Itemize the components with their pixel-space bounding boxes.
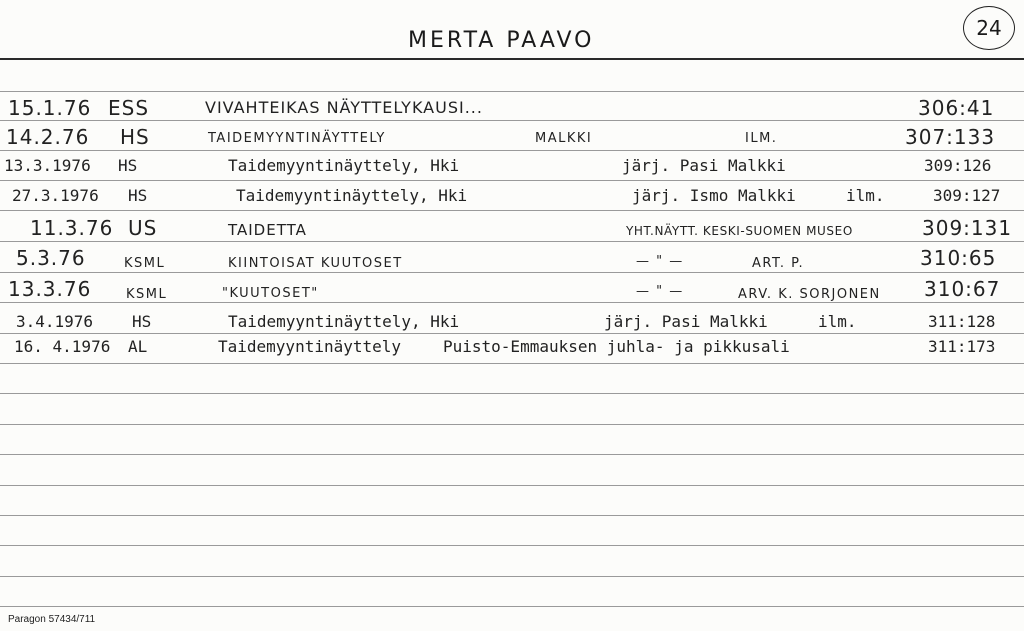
ruled-line [0,150,1024,151]
ruled-line [0,424,1024,425]
entry-title: KIINTOISAT KUUTOSET [228,256,403,271]
entry-organizer: MALKKI [535,131,593,146]
ruled-line [0,333,1024,334]
entry-source: KSML [126,287,168,302]
entry-title: Taidemyyntinäyttely [218,337,402,356]
entry-date: 14.2.76 [6,125,90,149]
entry-title: Taidemyyntinäyttely, Hki [236,186,468,205]
ruled-line [0,454,1024,455]
entry-organizer: järj. Ismo Malkki [632,186,796,205]
entry-date: 15.1.76 [8,96,92,120]
entry-title: "KUUTOSET" [222,286,319,301]
entry-source: ESS [108,96,150,120]
entry-date: 3.4.1976 [16,312,94,331]
entry-note: ILM. [745,131,778,146]
entry-ref: 311:128 [928,312,996,331]
entry-note: ilm. [846,186,885,205]
entry-date: 16. 4.1976 [14,337,111,356]
ruled-line [0,210,1024,211]
entry-date: 13.3.1976 [4,156,91,175]
ruled-line [0,272,1024,273]
entry-organizer: järj. Pasi Malkki [622,156,786,175]
entry-source: KSML [124,256,166,271]
entry-note: ARV. K. SORJONEN [738,287,881,302]
entry-date: 5.3.76 [16,246,86,270]
header-rule [0,58,1024,60]
entry-ref: 309:126 [924,156,992,175]
entry-ref: 310:65 [920,246,997,270]
entry-ref: 306:41 [918,96,995,120]
entry-source: HS [132,312,152,331]
entry-source: HS [118,156,138,175]
ruled-line [0,91,1024,92]
entry-title: Taidemyyntinäyttely, Hki [228,156,460,175]
entry-note: ART. P. [752,256,805,271]
entry-title: Taidemyyntinäyttely, Hki [228,312,460,331]
card-number: 24 [976,16,1002,40]
card-title: MERTA PAAVO [408,28,595,53]
entry-organizer: YHT.NÄYTT. KESKI-SUOMEN MUSEO [626,224,853,238]
ruled-line [0,393,1024,394]
card-number-circle [963,6,1015,50]
entry-ref: 309:131 [922,216,1013,240]
entry-source: US [128,216,158,240]
entry-organizer: järj. Pasi Malkki [604,312,768,331]
ruled-line [0,363,1024,364]
ruled-line [0,241,1024,242]
entry-ref: 311:173 [928,337,996,356]
entry-date: 11.3.76 [30,216,114,240]
entry-source: AL [128,337,148,356]
entry-date: 27.3.1976 [12,186,99,205]
ruled-line [0,485,1024,486]
card-footer: Paragon 57434/711 [8,614,96,625]
ruled-line [0,576,1024,577]
entry-organizer: Puisto-Emmauksen juhla- ja pikkusali [443,337,790,356]
entry-note: ilm. [818,312,857,331]
entry-organizer: — " — [636,284,684,299]
entry-organizer: — " — [636,254,684,269]
ruled-line [0,606,1024,607]
ruled-line [0,515,1024,516]
entry-title: TAIDEMYYNTINÄYTTELY [208,131,386,146]
entry-title: VIVAHTEIKAS NÄYTTELYKAUSI... [205,98,483,117]
entry-ref: 310:67 [924,277,1001,301]
ruled-line [0,120,1024,121]
ruled-line [0,180,1024,181]
entry-ref: 309:127 [933,186,1001,205]
entry-source: HS [120,125,150,149]
ruled-line [0,545,1024,546]
entry-source: HS [128,186,148,205]
entry-date: 13.3.76 [8,277,92,301]
ruled-line [0,302,1024,303]
entry-title: TAIDETTA [228,221,307,239]
entry-ref: 307:133 [905,125,996,149]
